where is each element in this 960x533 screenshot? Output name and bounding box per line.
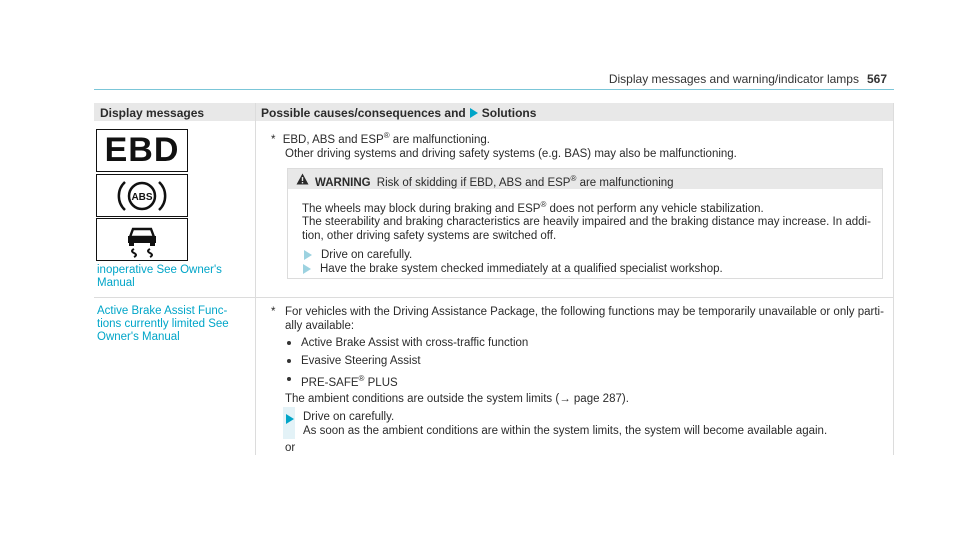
step-arrow-icon bbox=[303, 264, 311, 274]
warning-label: WARNING bbox=[315, 176, 371, 189]
page-ref-arrow-icon: → bbox=[559, 393, 571, 405]
row1-cause-reg: ® bbox=[383, 131, 390, 140]
row2-bullet-3-reg: ® bbox=[358, 374, 365, 383]
row1-link-line2: Manual bbox=[97, 277, 135, 289]
col-header-causes: Possible causes/consequences and bbox=[261, 106, 466, 120]
running-header bbox=[609, 72, 887, 86]
row1-cause bbox=[271, 129, 490, 147]
warning-triangle-icon bbox=[296, 173, 309, 185]
warning-header bbox=[288, 169, 882, 189]
warning-text: Risk of skidding if EBD, ABS and ESP bbox=[376, 176, 571, 189]
row2-ambient bbox=[285, 392, 629, 406]
row2-link-line2: tions currently limited See bbox=[97, 318, 229, 330]
row1-link-line1: inoperative See Owner's bbox=[97, 264, 222, 276]
row1-step1: Drive on carefully. bbox=[321, 249, 413, 261]
row2-bullet-3-a: PRE-SAFE bbox=[301, 376, 359, 389]
row2-bullet-1: Active Brake Assist with cross-traffic function bbox=[301, 337, 529, 349]
abs-icon-text: ABS bbox=[131, 191, 153, 203]
running-header-title: Display messages and warning/indicator lamps bbox=[608, 72, 859, 86]
warning-para1-b: does not perform any vehicle stabilization. bbox=[546, 202, 764, 215]
solution-arrow-icon bbox=[470, 108, 478, 118]
row1-cause-main: EBD, ABS and ESP bbox=[282, 133, 384, 146]
warning-para1 bbox=[302, 198, 764, 216]
row2-bullet-3-b: PLUS bbox=[367, 376, 398, 389]
row2-intro-line2: ally available: bbox=[285, 320, 355, 332]
warning-para1-reg: ® bbox=[540, 200, 547, 209]
abs-icon bbox=[112, 177, 172, 215]
esp-warning-lamp bbox=[96, 218, 188, 261]
warning-reg: ® bbox=[570, 174, 577, 183]
page-number: 567 bbox=[866, 72, 887, 86]
row2-bullet-3 bbox=[301, 372, 398, 390]
ebd-warning-lamp bbox=[96, 129, 188, 172]
col-header-solutions: Solutions bbox=[481, 106, 537, 120]
row2-or: or bbox=[285, 442, 296, 454]
column-divider bbox=[255, 103, 256, 455]
warning-tail: are malfunctioning bbox=[576, 176, 674, 189]
table-right-edge bbox=[893, 103, 894, 455]
skidding-car-icon bbox=[120, 221, 164, 259]
ebd-icon: EBD bbox=[104, 131, 180, 169]
row2-footnote-star: * bbox=[271, 306, 276, 318]
bullet-dot bbox=[287, 377, 291, 381]
row2-bullet-2: Evasive Steering Assist bbox=[301, 355, 421, 367]
row-divider bbox=[94, 297, 894, 298]
row1-message-link[interactable] bbox=[97, 264, 222, 290]
row2-ambient-a: The ambient conditions are outside the system limits ( bbox=[285, 393, 560, 405]
warning-title bbox=[315, 172, 674, 190]
row1-cause-detail: Other driving systems and driving safety systems (e.g. BAS) may also be malfunctioning. bbox=[285, 148, 737, 160]
row2-step1-detail: As soon as the ambient conditions are within the system limits, the system will become available again. bbox=[303, 425, 828, 437]
row2-message-link[interactable] bbox=[97, 305, 229, 344]
col-header-causes-solutions bbox=[261, 106, 536, 120]
step-arrow-icon bbox=[286, 414, 294, 424]
row1-footnote-star: * bbox=[271, 133, 276, 146]
col-header-display-messages: Display messages bbox=[100, 106, 205, 120]
bullet-dot bbox=[287, 341, 291, 345]
header-rule bbox=[94, 89, 894, 90]
abs-warning-lamp bbox=[96, 174, 188, 217]
table-header bbox=[94, 103, 894, 121]
row2-link-line1: Active Brake Assist Func- bbox=[97, 305, 228, 317]
row2-step1: Drive on carefully. bbox=[303, 411, 395, 423]
row1-cause-tail: are malfunctioning. bbox=[389, 133, 490, 146]
bullet-dot bbox=[287, 359, 291, 363]
warning-para2-line2: tion, other driving safety systems are switched off. bbox=[302, 230, 557, 242]
row1-step2: Have the brake system checked immediately at a qualified specialist workshop. bbox=[320, 263, 723, 275]
row2-intro-line1: For vehicles with the Driving Assistance Package, the following functions may be temporarily unavailable or only parti- bbox=[285, 306, 884, 318]
row2-link-line3: Owner's Manual bbox=[97, 331, 180, 343]
row2-ambient-b[interactable]: page 287). bbox=[570, 393, 629, 405]
warning-para1-a: The wheels may block during braking and ESP bbox=[302, 202, 541, 215]
step-arrow-icon bbox=[304, 250, 312, 260]
warning-para2-line1: The steerability and braking characteristics are heavily impaired and the braking distance may increase. In addi- bbox=[302, 216, 871, 228]
